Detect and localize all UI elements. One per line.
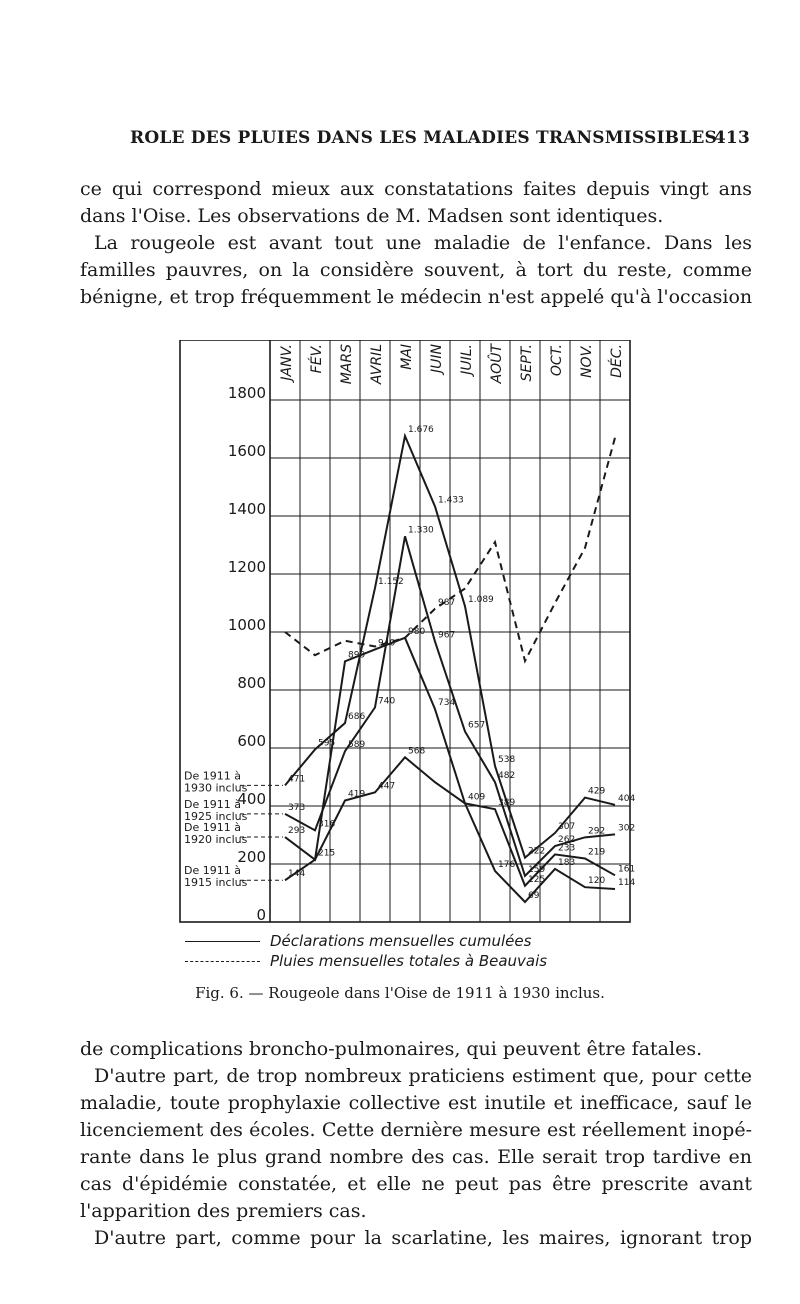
legend-dashed	[185, 952, 605, 972]
y-tick-label: 0	[256, 906, 266, 924]
month-label: JUIL.	[459, 344, 475, 375]
data-label: 144	[288, 869, 306, 880]
series-name-label: 1920 inclus	[184, 833, 248, 847]
data-label: 176	[498, 859, 516, 870]
data-label: 373	[288, 802, 306, 813]
data-label: 159	[528, 864, 546, 875]
text-line: La rougeole est avant tout une maladie de l'enfance. Dans les	[94, 232, 752, 254]
data-label: 161	[618, 864, 636, 875]
data-label: 482	[498, 771, 516, 782]
y-tick-label: 200	[237, 848, 266, 866]
data-label: 215	[318, 848, 336, 859]
month-label: SEPT.	[519, 344, 535, 382]
data-label: 316	[318, 819, 336, 830]
y-tick-label: 1200	[227, 558, 266, 576]
y-tick-label: 600	[237, 732, 266, 750]
data-label: 389	[498, 798, 516, 809]
data-label: 734	[438, 698, 456, 709]
month-label: NOV.	[579, 344, 595, 378]
series-name-label: 1915 inclus	[184, 876, 248, 890]
text-line: licenciement des écoles. Cette dernière mesure est réellement inopé-	[80, 1119, 752, 1141]
data-label: 114	[618, 877, 636, 888]
figure-caption: Fig. 6. — Rougeole dans l'Oise de 1911 à 1930 inclus.	[195, 984, 605, 1002]
data-label: 292	[588, 826, 606, 837]
measles-rainfall-chart	[170, 340, 650, 940]
data-label: 125	[528, 874, 546, 885]
data-label: 967	[438, 630, 456, 641]
data-label: 262	[558, 835, 576, 846]
data-label: 409	[468, 792, 486, 803]
y-tick-label: 1000	[227, 616, 266, 634]
y-tick-label: 1600	[227, 442, 266, 460]
data-label: 429	[588, 786, 606, 797]
series-name-label: 1925 inclus	[184, 809, 248, 823]
data-label: 293	[288, 826, 306, 837]
paragraph-prophylaxis	[80, 1063, 752, 1225]
y-tick-label: 1800	[227, 384, 266, 402]
legend-dashed-label: Pluies mensuelles totales à Beauvais	[270, 952, 548, 970]
data-label: 538	[498, 754, 516, 765]
data-label: 1.089	[468, 595, 494, 606]
data-label: 222	[528, 846, 546, 857]
running-head-title: ROLE DES PLUIES DANS LES MALADIES TRANSMISSIBLES	[130, 128, 718, 148]
y-tick-label: 1400	[227, 500, 266, 518]
data-label: 899	[348, 650, 366, 661]
data-label: 987	[438, 597, 456, 608]
paragraph-intro	[80, 176, 752, 311]
data-label: 307	[558, 821, 576, 832]
text-line: l'apparition des premiers cas.	[80, 1200, 367, 1222]
paragraph-scarlatine	[80, 1225, 752, 1252]
legend-dashed-swatch	[185, 961, 260, 962]
data-label: 233	[558, 843, 576, 854]
legend-solid-label: Déclarations mensuelles cumulées	[270, 932, 532, 950]
text-line: ce qui correspond mieux aux constatations faites depuis vingt ans	[80, 178, 752, 200]
series-name-label: De 1911 à	[184, 864, 241, 878]
data-label: 69	[528, 890, 540, 901]
month-label: DÉC.	[609, 344, 625, 378]
text-line: de complications broncho-pulmonaires, qui peuvent être fatales.	[80, 1038, 703, 1060]
legend-solid-swatch	[185, 941, 260, 942]
data-label: 595	[318, 738, 336, 749]
data-label: 589	[348, 740, 366, 751]
month-label: AVRIL	[369, 344, 385, 385]
data-label: 568	[408, 746, 426, 757]
text-line: D'autre part, de trop nombreux praticiens estiment que, pour cette	[94, 1065, 752, 1087]
data-label: 1.433	[438, 495, 464, 506]
data-label: 447	[378, 781, 396, 792]
data-label: 302	[618, 823, 636, 834]
data-label: 471	[288, 774, 306, 785]
data-label: 740	[378, 696, 396, 707]
series-name-label: De 1911 à	[184, 821, 241, 835]
month-label: MARS	[339, 344, 355, 385]
text-line: cas d'épidémie constatée, et elle ne peut pas être prescrite avant	[80, 1173, 752, 1195]
data-label: 940	[378, 638, 396, 649]
data-label: 404	[618, 793, 636, 804]
data-label: 1.676	[408, 424, 434, 435]
text-line: familles pauvres, on la considère souvent, à tort du reste, comme	[80, 259, 752, 281]
month-label: MAI	[399, 344, 415, 370]
data-label: 657	[468, 720, 486, 731]
text-line: rante dans le plus grand nombre des cas. Elle serait trop tardive en	[80, 1146, 752, 1168]
month-label: OCT.	[549, 344, 565, 377]
text-line: bénigne, et trop fréquemment le médecin n'est appelé qu'à l'occasion	[80, 286, 753, 308]
text-line: D'autre part, comme pour la scarlatine, les maires, ignorant trop	[94, 1227, 752, 1249]
month-label: JANV.	[279, 344, 295, 381]
month-label: FÉV.	[309, 344, 325, 374]
text-line: dans l'Oise. Les observations de M. Madsen sont identiques.	[80, 205, 664, 227]
y-tick-label: 400	[237, 790, 266, 808]
data-label: 686	[348, 712, 366, 723]
y-tick-label: 800	[237, 674, 266, 692]
data-label: 419	[348, 789, 366, 800]
data-label: 980	[408, 626, 426, 637]
series-name-label: De 1911 à	[184, 797, 241, 811]
data-label: 219	[588, 847, 606, 858]
data-label: 1.330	[408, 525, 434, 536]
series-name-label: 1930 inclus	[184, 781, 248, 795]
data-label: 183	[558, 857, 576, 868]
data-label: 1.152	[378, 576, 404, 587]
data-label: 120	[588, 876, 606, 887]
text-line: maladie, toute prophylaxie collective est inutile et inefficace, sauf le	[80, 1092, 752, 1114]
month-label: JUIN	[429, 344, 445, 373]
legend-solid	[185, 932, 605, 952]
paragraph-complications	[80, 1036, 752, 1063]
month-label: AOÛT	[489, 344, 505, 384]
page-number: 413	[713, 128, 750, 148]
series-name-label: De 1911 à	[184, 769, 241, 783]
